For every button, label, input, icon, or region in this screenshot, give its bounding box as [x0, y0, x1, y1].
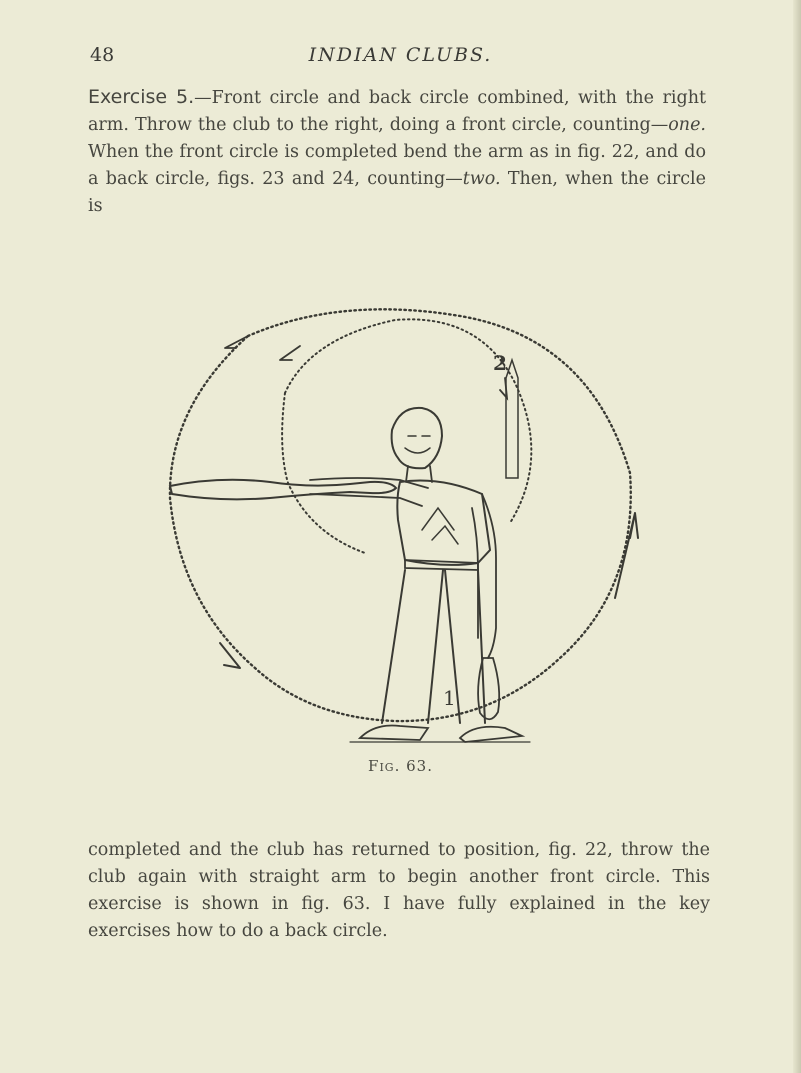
figure-caption: Fig. 63.	[368, 757, 433, 775]
count-one: one.	[668, 115, 706, 135]
club-vertical	[478, 658, 499, 719]
arrow-top-inner	[280, 346, 300, 360]
page-header	[0, 44, 801, 74]
figure-legs	[382, 570, 485, 723]
figure-feet	[360, 726, 522, 743]
figure-head	[392, 408, 442, 468]
figure-torso	[397, 481, 490, 565]
count-two: two.	[462, 169, 501, 189]
hanging-arm	[472, 494, 496, 658]
paragraph-bottom: completed and the club has returned to position, fig. 22, throw the club again with straight arm to begin another front circle. This exercise is shown in fig. 63. I have fully explained in the key exercises how to do a back circle.	[88, 840, 710, 941]
paragraph-top	[88, 84, 706, 220]
back-circle-path	[285, 319, 531, 523]
paragraph-top-text-2: When the front circle is completed bend the arm as in fig. 22, and do a back circle, figs. 23 and 24, counting—	[88, 142, 706, 189]
label-front-circle: 1	[443, 686, 456, 710]
page-edge	[793, 0, 801, 1073]
running-title: INDIAN CLUBS.	[308, 44, 493, 66]
exercise-heading: Exercise 5.	[88, 86, 195, 108]
back-circle-return	[282, 393, 365, 553]
label-back-circle: 2	[493, 351, 507, 375]
figure-illustration	[160, 298, 650, 753]
club-exercise-drawing	[160, 298, 650, 753]
page-number: 48	[90, 44, 115, 66]
front-circle-path	[170, 309, 631, 721]
arrow-right	[615, 513, 638, 598]
paragraph-top-text-1: —Front circle and back circle combined, with the right arm. Throw the club to the right, doing a front circle, counting—	[88, 88, 706, 135]
arrow-left-bottom	[220, 643, 240, 668]
paragraph-top-text-3: Then, when the circle is	[88, 169, 706, 216]
